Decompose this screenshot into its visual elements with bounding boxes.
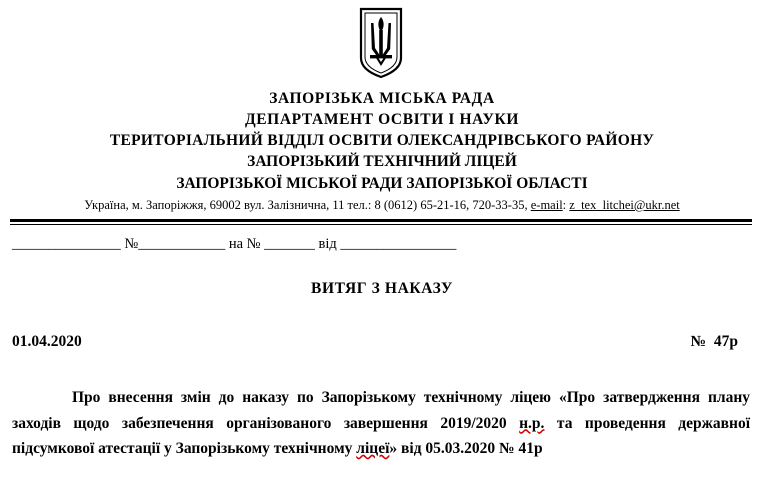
email-separator: : xyxy=(562,198,570,212)
lyceum-word: ліцеї xyxy=(356,440,390,457)
header-thin-rule xyxy=(10,224,752,225)
order-subject-paragraph xyxy=(12,385,750,462)
document-title: ВИТЯГ З НАКАЗУ xyxy=(311,280,453,297)
district-office-heading: ТЕРИТОРІАЛЬНИЙ ВІДДІЛ ОСВІТИ ОЛЕКСАНДРІВСЬКОГО РАЙОНУ xyxy=(109,132,655,149)
email-address: z_tex_litchei@ukr.net xyxy=(569,198,680,212)
address-line xyxy=(0,197,764,213)
address-text: Україна, м. Запоріжжя, 69002 вул. Залізнична, 11 тел.: 8 (0612) 65-21-16, 720-33-35, xyxy=(84,198,531,212)
department-heading: ДЕПАРТАМЕНТ ОСВІТИ І НАУКИ xyxy=(244,111,520,128)
header-thick-rule xyxy=(10,219,752,222)
lyceum-name-heading: ЗАПОРІЗЬКИЙ ТЕХНІЧНИЙ ЛІЦЕЙ xyxy=(247,153,517,170)
city-council-heading: ЗАПОРІЗЬКА МІСЬКА РАДА xyxy=(269,90,495,107)
registration-line: _______________ №____________ на № _______ від ________________ xyxy=(12,236,457,252)
academic-year-abbreviation: н.р. xyxy=(519,414,545,432)
trident-coat-of-arms-icon xyxy=(356,6,406,80)
order-subject-part1: Про внесення змін до наказу по Запорізькому технічному ліцею «Про затвердження плану заходів щодо забезпечення організованого завершення 2019/2020 xyxy=(12,389,750,432)
order-subject-part3: » від 05.03.2020 № 41р xyxy=(389,440,543,457)
region-heading: ЗАПОРІЗЬКОЇ МІСЬКОЇ РАДИ ЗАПОРІЗЬКОЇ ОБЛАСТІ xyxy=(176,175,588,192)
email-label: e-mail xyxy=(530,198,563,212)
order-number: № 47р xyxy=(690,333,738,350)
order-date: 01.04.2020 xyxy=(12,333,82,350)
order-subject-part2: та проведення державної підсумкової атестації у Запорізькому технічному xyxy=(12,414,750,457)
